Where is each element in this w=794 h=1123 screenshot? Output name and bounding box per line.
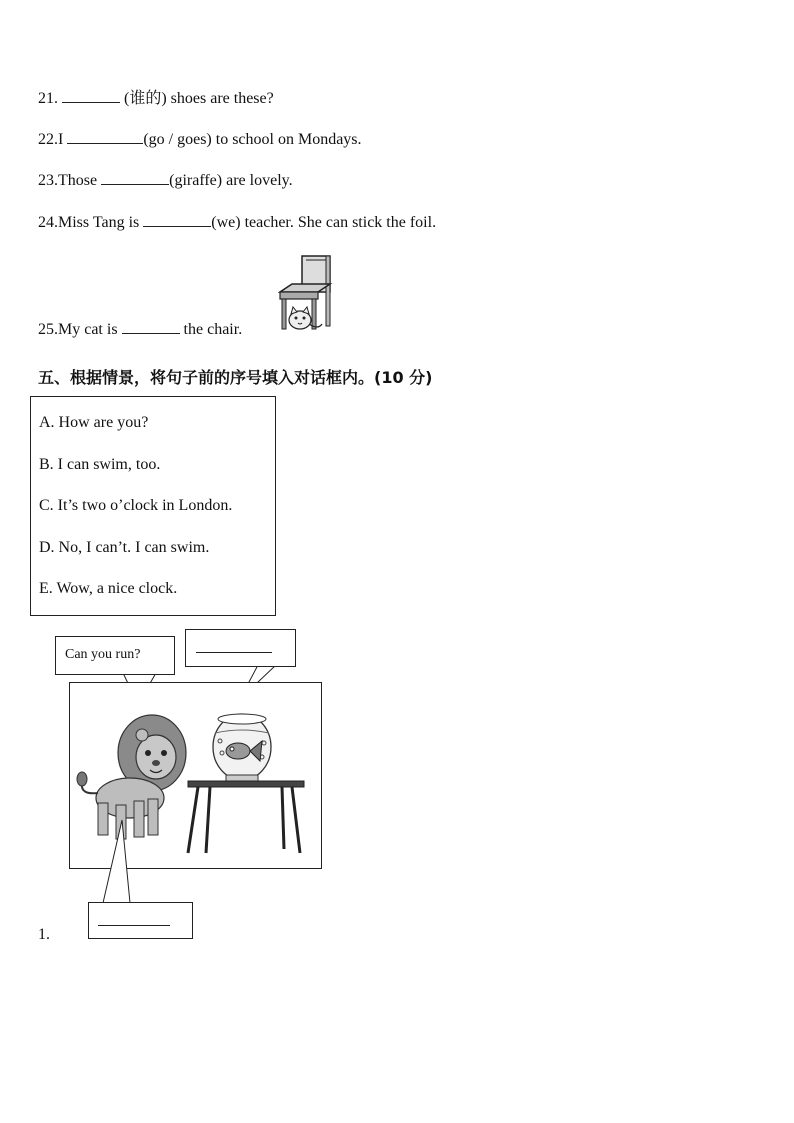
bubble-answer-blank[interactable]	[98, 925, 170, 926]
question-number: 21.	[38, 90, 58, 107]
question-text: (giraffe) are lovely.	[169, 172, 293, 189]
question-number: 23.	[38, 172, 58, 189]
question-text-before: I	[58, 131, 64, 148]
question-number: 22.	[38, 131, 58, 148]
question-number: 24.	[38, 214, 58, 231]
question-text-before: Those	[58, 172, 98, 189]
option-c: C. It’s two o’clock in London.	[39, 497, 233, 514]
question-text: (go / goes) to school on Mondays.	[143, 131, 362, 148]
option-d: D. No, I can’t. I can swim.	[39, 539, 210, 556]
option-e: E. Wow, a nice clock.	[39, 580, 178, 597]
question-text: (谁的) shoes are these?	[124, 90, 274, 107]
option-b: B. I can swim, too.	[39, 456, 161, 473]
question-text-before: Miss Tang is	[58, 214, 140, 231]
question-text: (we) teacher. She can stick the foil.	[211, 214, 437, 231]
option-a: A. How are you?	[39, 414, 149, 431]
lion-answer-bubble	[88, 902, 193, 939]
question-text: the chair.	[183, 321, 243, 338]
question-number: 25.	[38, 321, 58, 338]
section-title: 五、根据情景，将句子前的序号填入对话框内。(10 分)	[38, 368, 433, 387]
item-number: 1.	[38, 926, 50, 943]
question-text-before: My cat is	[58, 321, 118, 338]
bubble-text: Can you run?	[65, 647, 141, 662]
